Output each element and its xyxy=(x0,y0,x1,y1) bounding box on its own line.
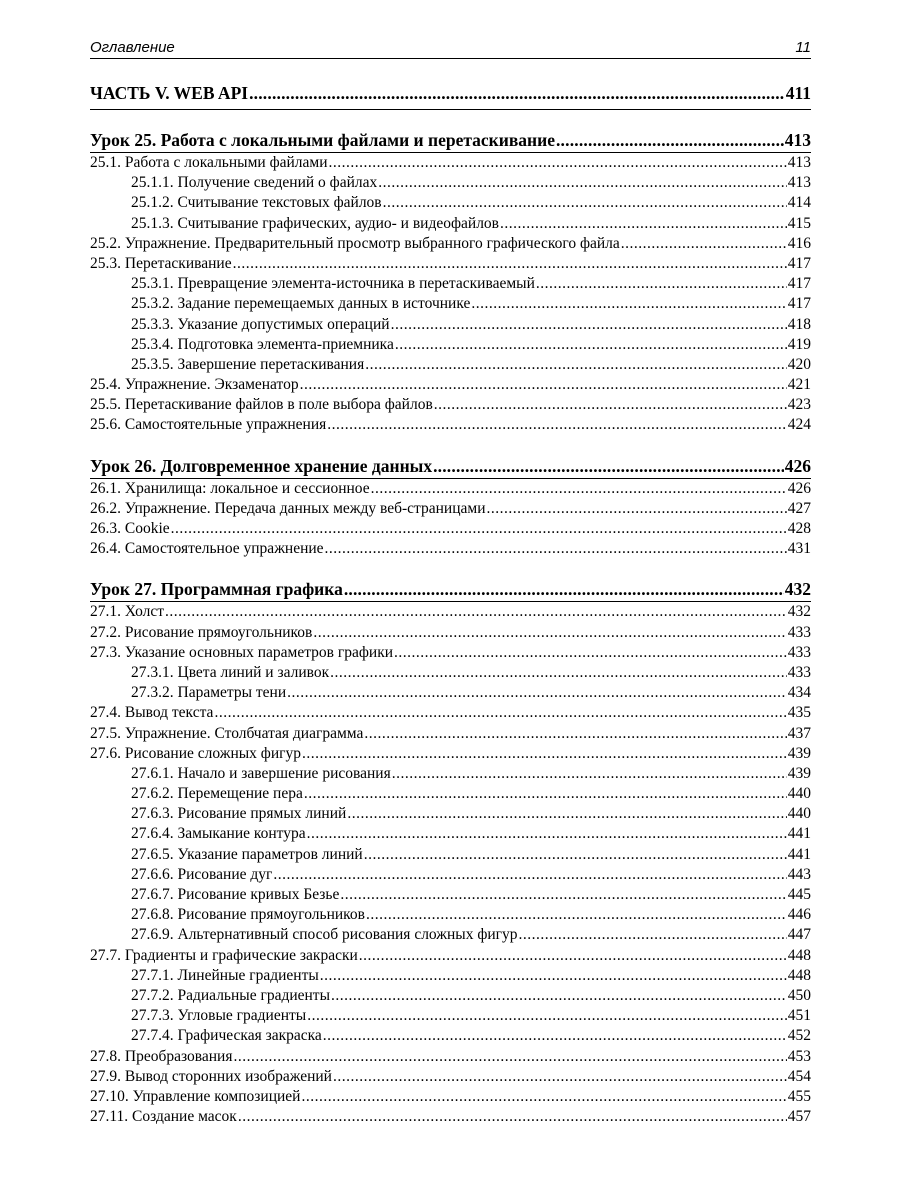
toc-lesson-page: 426 xyxy=(784,455,811,476)
toc-entry-title: 25.6. Самостоятельные упражнения xyxy=(90,416,327,434)
dot-leader xyxy=(500,214,787,234)
toc-section-entry[interactable] xyxy=(90,623,811,643)
dot-leader xyxy=(300,375,787,395)
toc-entry-page: 448 xyxy=(787,946,811,964)
toc-entry-title: 27.7. Градиенты и графические закраски xyxy=(90,946,358,964)
toc-subsection-entry[interactable] xyxy=(90,905,811,925)
toc-subsection-entry[interactable] xyxy=(90,173,811,193)
dot-leader xyxy=(273,865,786,885)
dot-leader xyxy=(519,925,787,945)
dot-leader xyxy=(392,764,787,784)
dot-leader xyxy=(307,1006,787,1026)
toc-entry-page: 433 xyxy=(787,663,811,681)
dot-leader xyxy=(364,845,787,865)
toc-lesson-entry[interactable] xyxy=(90,454,811,479)
dot-leader xyxy=(329,153,787,173)
dot-leader xyxy=(171,519,787,539)
running-head-title: Оглавление xyxy=(90,39,175,56)
dot-leader xyxy=(371,479,787,499)
toc-subsection-entry[interactable] xyxy=(90,986,811,1006)
toc-entry-title: 27.10. Управление композицией xyxy=(90,1087,301,1105)
toc-entry-page: 431 xyxy=(787,540,811,558)
toc-section-entry[interactable] xyxy=(90,1047,811,1067)
toc-entry-title: 27.7.4. Графическая закраска xyxy=(131,1027,322,1045)
toc-entry-page: 447 xyxy=(787,926,811,944)
dot-leader xyxy=(487,499,787,519)
toc-entry-title: 25.1. Работа с локальными файлами xyxy=(90,154,328,171)
toc-entry-title: 27.6.9. Альтернативный способ рисования сложных фигур xyxy=(131,926,518,944)
dot-leader xyxy=(347,804,786,824)
toc-subsection-entry[interactable] xyxy=(90,764,811,784)
toc-entry-page: 413 xyxy=(787,174,811,192)
toc-entry-title: 27.6.3. Рисование прямых линий xyxy=(131,805,347,823)
toc-entry-title: 27.2. Рисование прямоугольников xyxy=(90,623,313,641)
toc-entry-page: 415 xyxy=(787,214,811,232)
toc-entry-title: 27.3. Указание основных параметров графики xyxy=(90,643,394,661)
toc-section-entry[interactable] xyxy=(90,539,811,559)
toc-entry-title: 25.3.1. Превращение элемента-источника в перетаскиваемый xyxy=(131,275,535,293)
part-block xyxy=(90,81,811,110)
dot-leader xyxy=(214,703,786,723)
toc-entry-title: 27.4. Вывод текста xyxy=(90,704,214,722)
dot-leader xyxy=(165,602,787,622)
dot-leader xyxy=(383,193,787,213)
toc-section-entry[interactable] xyxy=(90,254,811,274)
dot-leader xyxy=(395,335,787,355)
toc-entry-title: 27.6.7. Рисование кривых Безье xyxy=(131,886,340,903)
toc-entry-title: 26.1. Хранилища: локальное и сессионное xyxy=(90,479,370,497)
running-head xyxy=(90,36,811,59)
toc-entry-title: 27.6.8. Рисование прямоугольников xyxy=(131,906,365,924)
toc-entry-page: 414 xyxy=(787,194,811,212)
toc-subsection-entry[interactable] xyxy=(90,845,811,865)
dot-leader xyxy=(302,744,787,764)
toc-section-entry[interactable] xyxy=(90,395,811,415)
toc-entry-title: 26.4. Самостоятельное упражнение xyxy=(90,540,324,558)
toc-entry-title: 27.9. Вывод сторонних изображений xyxy=(90,1067,332,1085)
toc-entry-title: 25.3.4. Подготовка элемента-приемника xyxy=(131,335,394,353)
toc-subsection-entry[interactable] xyxy=(90,663,811,683)
dot-leader xyxy=(344,577,784,601)
toc-lesson-page: 413 xyxy=(784,130,811,150)
dot-leader xyxy=(307,824,787,844)
toc-subsection-entry[interactable] xyxy=(90,294,811,314)
toc-subsection-entry[interactable] xyxy=(90,683,811,703)
toc-subsection-entry[interactable] xyxy=(90,784,811,804)
running-head-page-number: 11 xyxy=(795,39,811,56)
dot-leader xyxy=(333,1067,787,1087)
toc-entry-title: 27.5. Упражнение. Столбчатая диаграмма xyxy=(90,724,364,742)
dot-leader xyxy=(621,234,787,254)
toc-entry-page: 432 xyxy=(787,603,811,621)
toc-entry-title: 27.6.6. Рисование дуг xyxy=(131,865,273,883)
toc-entry-page: 440 xyxy=(787,785,811,803)
lessons-list xyxy=(90,128,811,1127)
toc-section-entry[interactable] xyxy=(90,479,811,499)
toc-section-entry[interactable] xyxy=(90,744,811,764)
dot-leader xyxy=(433,454,784,478)
dot-leader xyxy=(301,1087,786,1107)
toc-entry-title: 25.1.2. Считывание текстовых файлов xyxy=(131,194,382,212)
dot-leader xyxy=(327,415,786,435)
toc-part-title: ЧАСТЬ V. WEB API xyxy=(90,83,249,103)
toc-entry-page: 423 xyxy=(787,396,811,414)
toc-entry-page: 455 xyxy=(787,1087,811,1105)
toc-entry-page: 434 xyxy=(787,684,811,702)
toc-subsection-entry[interactable] xyxy=(90,966,811,986)
toc-entry-title: 27.1. Холст xyxy=(90,603,165,621)
dot-leader xyxy=(330,663,787,683)
toc-entry-page: 443 xyxy=(787,865,811,883)
toc-entry-page: 421 xyxy=(787,376,811,394)
toc-lesson-title: Урок 25. Работа с локальными файлами и перетаскивание xyxy=(90,130,555,150)
toc-subsection-entry[interactable] xyxy=(90,1026,811,1046)
toc-section-entry[interactable] xyxy=(90,703,811,723)
toc-subsection-entry[interactable] xyxy=(90,865,811,885)
toc-entry-title: 25.1.1. Получение сведений о файлах xyxy=(131,174,378,192)
toc-entry-title: 27.8. Преобразования xyxy=(90,1047,233,1065)
dot-leader xyxy=(556,128,784,152)
lesson-block xyxy=(90,577,811,1127)
dot-leader xyxy=(391,315,787,335)
toc-entry-page: 435 xyxy=(787,704,811,722)
dot-leader xyxy=(471,294,786,314)
toc-lesson-entry[interactable] xyxy=(90,128,811,153)
toc-lesson-title: Урок 26. Долговременное хранение данных xyxy=(90,455,433,476)
dot-leader xyxy=(365,355,787,375)
toc-entry-page: 452 xyxy=(787,1027,811,1045)
toc-lesson-page: 432 xyxy=(784,579,811,600)
toc-entry-page: 433 xyxy=(787,643,811,661)
toc-subsection-entry[interactable] xyxy=(90,193,811,213)
toc-entry-title: 25.3.5. Завершение перетаскивания xyxy=(131,355,365,373)
dot-leader xyxy=(238,1107,787,1127)
toc-entry-page: 453 xyxy=(787,1047,811,1065)
dot-leader xyxy=(378,173,786,193)
dot-leader xyxy=(323,1026,787,1046)
toc-entry-page: 420 xyxy=(787,355,811,373)
toc-entry-title: 27.7.2. Радиальные градиенты xyxy=(131,986,330,1004)
toc-entry-title: 25.3.3. Указание допустимых операций xyxy=(131,315,390,333)
toc-entry-page: 445 xyxy=(787,886,811,903)
toc-entry-page: 417 xyxy=(787,254,811,272)
toc-entry-page: 433 xyxy=(787,623,811,641)
toc-part-entry[interactable] xyxy=(90,81,811,105)
toc-entry-title: 27.6.2. Перемещение пера xyxy=(131,785,303,803)
toc-entry-page: 450 xyxy=(787,986,811,1004)
toc-entry-title: 27.3.1. Цвета линий и заливок xyxy=(131,663,330,681)
dot-leader xyxy=(359,946,787,966)
toc-entry-page: 441 xyxy=(787,825,811,843)
toc-entry-page: 454 xyxy=(787,1067,811,1085)
toc-entry-title: 26.2. Упражнение. Передача данных между веб-страницами xyxy=(90,499,486,517)
toc-entry-page: 457 xyxy=(787,1108,811,1126)
toc-subsection-entry[interactable] xyxy=(90,214,811,234)
dot-leader xyxy=(233,254,787,274)
dot-leader xyxy=(366,905,787,925)
toc-entry-title: 27.6. Рисование сложных фигур xyxy=(90,744,301,762)
toc-entry-page: 446 xyxy=(787,906,811,924)
toc-entry-title: 27.6.4. Замыкание контура xyxy=(131,825,306,843)
toc-entry-page: 417 xyxy=(787,295,811,313)
toc-entry-page: 428 xyxy=(787,520,811,537)
toc-entry-title: 27.6.1. Начало и завершение рисования xyxy=(131,764,391,782)
dot-leader xyxy=(325,539,787,559)
toc-entry-page: 416 xyxy=(787,234,811,252)
toc-subsection-entry[interactable] xyxy=(90,885,811,905)
toc-entry-page: 440 xyxy=(787,805,811,823)
toc-entry-title: 27.6.5. Указание параметров линий xyxy=(131,845,363,863)
table-of-contents xyxy=(90,81,811,1127)
dot-leader xyxy=(536,274,787,294)
book-page xyxy=(90,36,811,1127)
toc-entry-page: 439 xyxy=(787,764,811,782)
toc-entry-page: 448 xyxy=(787,966,811,984)
toc-entry-title: 27.7.1. Линейные градиенты xyxy=(131,966,319,984)
toc-section-entry[interactable] xyxy=(90,946,811,966)
toc-subsection-entry[interactable] xyxy=(90,804,811,824)
toc-entry-page: 441 xyxy=(787,845,811,863)
lesson-block xyxy=(90,128,811,436)
toc-entry-title: 27.7.3. Угловые градиенты xyxy=(131,1007,307,1025)
toc-subsection-entry[interactable] xyxy=(90,824,811,844)
toc-part-page: 411 xyxy=(785,83,811,103)
toc-entry-title: 25.3. Перетаскивание xyxy=(90,254,232,272)
dot-leader xyxy=(287,683,787,703)
toc-section-entry[interactable] xyxy=(90,602,811,622)
dot-leader xyxy=(320,966,787,986)
dot-leader xyxy=(364,724,786,744)
toc-subsection-entry[interactable] xyxy=(90,315,811,335)
toc-section-entry[interactable] xyxy=(90,415,811,435)
toc-entry-page: 418 xyxy=(787,315,811,333)
toc-section-entry[interactable] xyxy=(90,1087,811,1107)
dot-leader xyxy=(331,986,787,1006)
toc-entry-page: 419 xyxy=(787,335,811,353)
toc-section-entry[interactable] xyxy=(90,1107,811,1127)
toc-entry-page: 417 xyxy=(787,275,811,293)
lesson-block xyxy=(90,454,811,560)
dot-leader xyxy=(313,623,786,643)
toc-entry-title: 25.2. Упражнение. Предварительный просмотр выбранного графического файла xyxy=(90,234,620,252)
toc-entry-title: 25.1.3. Считывание графических, аудио- и видеофайлов xyxy=(131,214,499,232)
toc-entry-title: 27.11. Создание масок xyxy=(90,1108,237,1126)
toc-entry-page: 426 xyxy=(787,479,811,497)
toc-lesson-title: Урок 27. Программная графика xyxy=(90,579,343,600)
toc-lesson-entry[interactable] xyxy=(90,577,811,602)
toc-entry-page: 427 xyxy=(787,499,811,517)
dot-leader xyxy=(434,395,787,415)
toc-subsection-entry[interactable] xyxy=(90,1006,811,1026)
toc-subsection-entry[interactable] xyxy=(90,335,811,355)
dot-leader xyxy=(394,643,787,663)
toc-section-entry[interactable] xyxy=(90,519,811,539)
toc-entry-title: 26.3. Cookie xyxy=(90,520,170,537)
toc-subsection-entry[interactable] xyxy=(90,355,811,375)
toc-section-entry[interactable] xyxy=(90,1067,811,1087)
toc-section-entry[interactable] xyxy=(90,234,811,254)
toc-entry-page: 424 xyxy=(787,416,811,434)
toc-section-entry[interactable] xyxy=(90,643,811,663)
toc-entry-title: 25.3.2. Задание перемещаемых данных в источнике xyxy=(131,295,471,313)
toc-subsection-entry[interactable] xyxy=(90,925,811,945)
toc-entry-title: 25.4. Упражнение. Экзаменатор xyxy=(90,376,299,394)
toc-entry-title: 27.3.2. Параметры тени xyxy=(131,684,287,702)
dot-leader xyxy=(304,784,787,804)
toc-section-entry[interactable] xyxy=(90,724,811,744)
toc-entry-page: 437 xyxy=(787,724,811,742)
toc-section-entry[interactable] xyxy=(90,375,811,395)
dot-leader xyxy=(249,81,785,105)
dot-leader xyxy=(233,1047,786,1067)
dot-leader xyxy=(340,885,786,905)
toc-entry-title: 25.5. Перетаскивание файлов в поле выбора файлов xyxy=(90,396,433,414)
toc-entry-page: 439 xyxy=(787,744,811,762)
toc-entry-page: 413 xyxy=(787,154,811,171)
toc-subsection-entry[interactable] xyxy=(90,274,811,294)
toc-section-entry[interactable] xyxy=(90,153,811,173)
toc-entry-page: 451 xyxy=(787,1007,811,1025)
toc-section-entry[interactable] xyxy=(90,499,811,519)
